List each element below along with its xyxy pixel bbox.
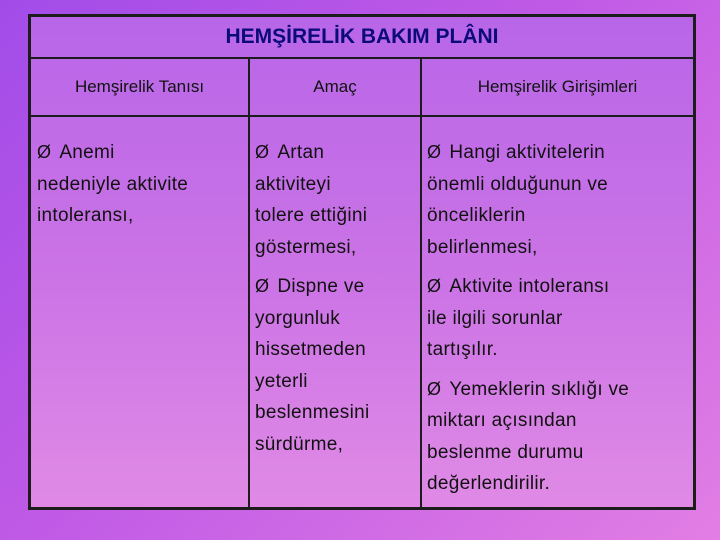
bullet-line: sürdürme, [255, 433, 344, 455]
bullet-arrow-icon: Ø [255, 276, 270, 296]
column-divider-2 [420, 59, 422, 507]
bullet-line: önceliklerin [427, 205, 526, 226]
goal-column [255, 137, 417, 468]
bullet-item [427, 137, 689, 263]
bullet-item [255, 137, 417, 263]
bullet-line: aktiviteyi [255, 173, 331, 195]
bullet-line: beslenmesini [255, 402, 370, 423]
diagnosis-column [37, 137, 243, 240]
table-title: HEMŞİRELİK BAKIM PLÂNI [31, 17, 693, 59]
bullet-line: önemli olduğunun ve [427, 173, 609, 195]
bullet-line: ile ilgili sorunlar [427, 307, 563, 329]
bullet-line: yorgunluk [255, 307, 341, 329]
header-interventions: Hemşirelik Girişimleri [477, 77, 638, 96]
bullet-item [427, 374, 689, 500]
bullet-line: belirlenmesi, [427, 236, 538, 258]
bullet-item [37, 137, 243, 232]
bullet-arrow-icon: Ø [37, 142, 52, 162]
bullet-line: yeterli [255, 370, 308, 392]
bullet-line: beslenme durumu [427, 441, 584, 463]
bullet-item [427, 271, 689, 366]
bullet-line: Ø Aktivite intoleransı [427, 276, 610, 297]
bullet-line: değerlendirilir. [427, 473, 551, 494]
header-diagnosis: Hemşirelik Tanısı [74, 77, 205, 96]
bullet-arrow-icon: Ø [427, 276, 442, 296]
care-plan-table [28, 14, 696, 510]
interventions-column [427, 137, 689, 508]
bullet-line: Ø Anemi [37, 142, 115, 163]
bullet-line: nedeniyle aktivite [37, 173, 189, 195]
bullet-arrow-icon: Ø [427, 142, 442, 162]
bullet-line: Ø Artan [255, 142, 325, 163]
bullet-arrow-icon: Ø [427, 378, 442, 399]
bullet-item [255, 271, 417, 460]
bullet-line: intoleransı, [37, 205, 134, 226]
bullet-line: miktarı açısından [427, 410, 577, 431]
bullet-line: hissetmeden [255, 339, 367, 360]
bullet-line: tolere ettiğini [255, 205, 368, 226]
header-row [31, 59, 693, 117]
bullet-line: Ø Yemeklerin sıklığı ve [427, 378, 630, 400]
bullet-line: tartışılır. [427, 339, 498, 360]
header-goal: Amaç [313, 77, 357, 96]
bullet-line: Ø Dispne ve [255, 276, 365, 297]
column-divider-1 [248, 59, 250, 507]
bullet-line: göstermesi, [255, 236, 357, 258]
bullet-line: Ø Hangi aktivitelerin [427, 142, 605, 163]
bullet-arrow-icon: Ø [255, 142, 270, 162]
